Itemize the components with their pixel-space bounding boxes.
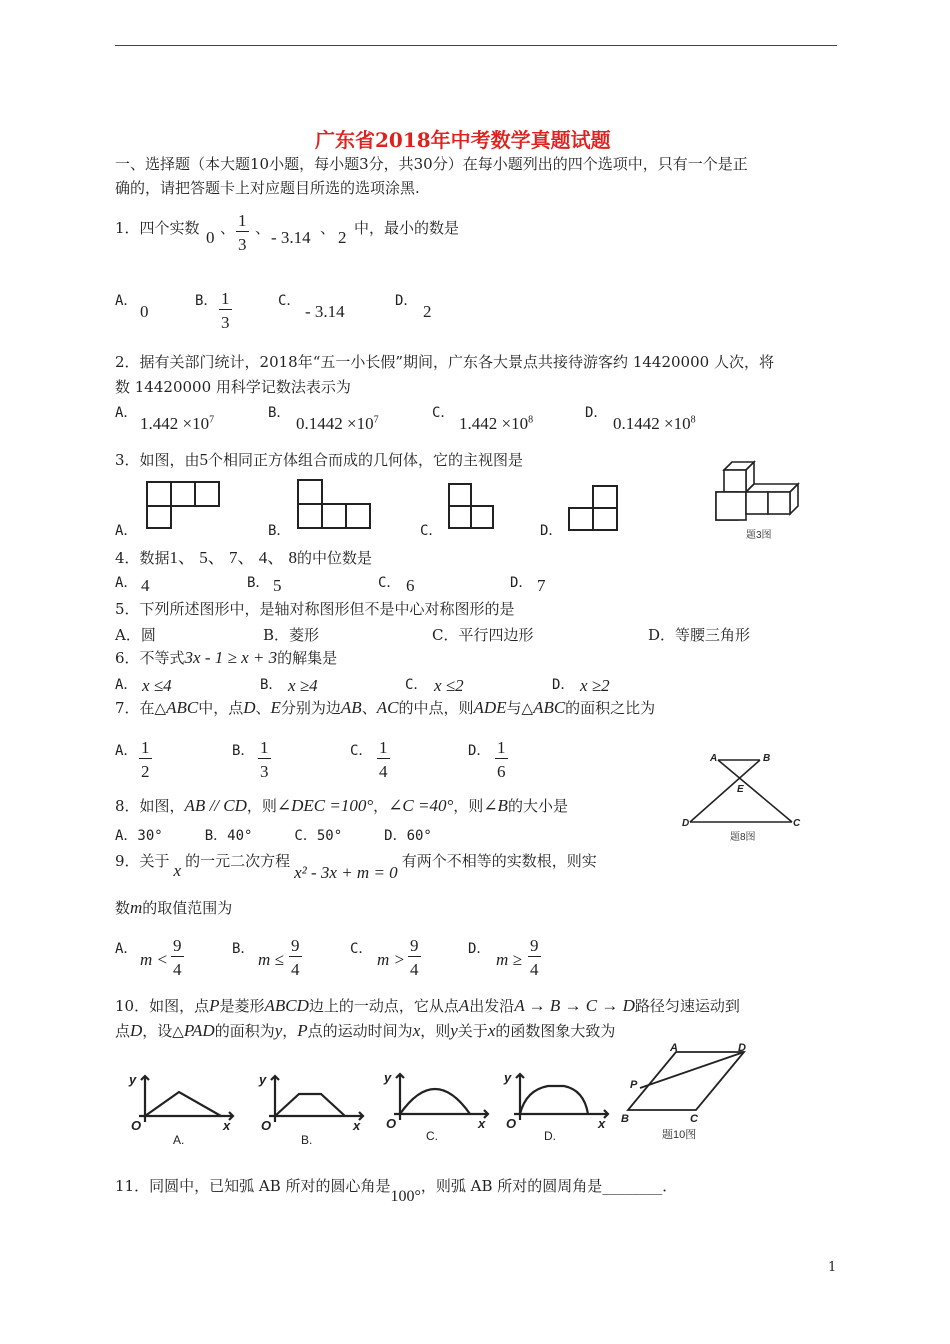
q1-stem: 1．四个实数 [115,219,200,237]
q10-a: A [458,996,470,1015]
q2-option-a-base: 1.442 ×10 [140,414,210,433]
q7-option-c-label: C． [350,743,373,759]
q7-option-a [139,738,152,782]
q10-graph-b [255,1070,370,1150]
q7-ade: ADE [473,698,507,717]
q5-option-d: D．等腰三角形 [648,626,751,644]
q10-graph-c-label: C. [426,1129,438,1143]
q7-text-3: 、 [255,699,271,717]
q7-text-1: 7．在△ [115,699,167,717]
q9-text-3: 有两个不相等的实数根，则实 [401,852,597,870]
q4-stem-tail: 的中位数是 [297,549,373,567]
q10-d-x-axis-label: x [598,1116,606,1131]
q9-text-1: 9．关于 [115,852,170,870]
q8-stem [115,796,568,816]
q9-option-d-frac [528,936,541,980]
q8-text-2: ，则 [246,797,277,815]
q8-fig-caption: 题8图 [730,832,756,843]
q2-option-a-exp: 7 [209,414,215,426]
q3-stem-post: 个相同正方体组合而成的几何体，它的主视图是 [208,451,524,469]
q10-line2 [115,1021,615,1041]
q3-option-d-figure [567,484,619,534]
q11-line [115,1176,678,1205]
q9-option-a-label: A． [115,941,138,957]
q6-inequality: 3x - 1 ≥ x + 3 [184,648,278,667]
section-intro-line2: 确的，请把答题卡上对应题目所选的选项涂黑. [115,179,420,197]
q7-option-d-label: D． [468,743,491,759]
q9-option-c-label: C． [350,941,373,957]
q1-zero: 0 [206,228,215,247]
section-intro-line1: 一、选择题（本大题10小题，每小题3分，共30分）在每小题列出的四个选项中，只有一个是正 [115,155,748,173]
q10-text-6: 点 [115,1022,131,1040]
q7-text-4: 分别为边 [280,699,341,717]
q10-text-2: 是菱形 [219,997,265,1015]
q2-option-c-label: C． [432,405,455,421]
q2-line2: 数 14420000 用科学记数法表示为 [115,378,351,396]
q7-option-b-label: B． [232,743,255,759]
q7-abc: ABC [166,698,199,717]
q6-option-c: x ≤2 [434,676,464,695]
q1-sep3: 、 [320,219,336,237]
q10-graph-b-label: B. [301,1133,313,1147]
q4-option-d: 7 [537,576,546,595]
q3-option-b-figure [296,478,372,530]
q3-option-b-label: B． [268,523,291,539]
q6-option-d: x ≥2 [580,676,610,695]
q2-option-a [140,414,214,434]
q10-line1 [115,996,740,1016]
q10-graph-a [125,1070,240,1150]
q10-p2: P [297,1021,308,1040]
q10-d-y-axis-label: y [504,1070,512,1085]
q7-text-7: 与△ [506,699,534,717]
q2-line1: 2．据有关部门统计，2018年“五一小长假”期间，广东各大景点共接待游客约 14420000 人次，将 [115,353,774,371]
q10-d: D [130,1021,143,1040]
q1-fraction-den: 3 [238,235,247,254]
q1-option-b-num: 1 [221,289,230,308]
q2-option-a-label: A． [115,405,138,421]
q10-text-5: 路径匀速运动到 [634,997,740,1015]
q7-option-d [495,738,508,782]
q8-angle-dec: ∠DEC =100° [276,796,374,815]
q9-option-b-frac [289,936,302,980]
q6-option-d-label: D． [552,677,575,693]
q4-stem [115,548,372,568]
q7-option-a-num: 1 [141,738,150,757]
q10-d-origin-label: O [506,1116,517,1131]
q9-line2 [115,898,232,918]
q8-label-b: B [763,753,771,764]
q9-option-a-den: 4 [173,960,182,979]
q7-option-c [377,738,390,782]
q3-fig-caption: 题3图 [746,530,772,541]
page-title: 广东省2018年中考数学真题试题 [315,128,611,152]
q10-graph-c [380,1068,495,1148]
q5-option-b: B．菱形 [263,626,320,644]
q4-option-c-label: C． [378,575,401,591]
q1-option-c-label: C． [278,293,301,309]
q10-y: y [274,1021,283,1040]
q10-a-y-axis-label: y [129,1072,137,1087]
q7-option-c-den: 4 [379,762,388,781]
q8-options: A．30° B．40° C．50° D．60° [115,828,432,844]
q10-pad: PAD [183,1021,215,1040]
q10-b-y-axis-label: y [259,1072,267,1087]
q11-end: ． [662,1177,678,1195]
q3-stem-n: 5 [199,450,209,469]
q9-equation: x² - 3x + m = 0 [294,863,398,882]
q1-fraction-num: 1 [238,211,247,230]
q3-option-c-figure [447,482,497,532]
q10-text-9: ， [282,1022,298,1040]
q6-option-b-label: B． [260,677,283,693]
q8-label-a: A [710,753,718,764]
q10-graph-d-label: D. [544,1129,556,1143]
q7-option-d-den: 6 [497,762,506,781]
q1-option-c: - 3.14 [305,302,345,321]
q7-text-2: 中，点 [198,699,244,717]
q9-text-2: 的一元二次方程 [185,852,291,870]
header-rule [115,45,837,46]
q10-text-8: 的面积为 [214,1022,275,1040]
q10-y2: y [450,1021,458,1040]
q9-line1 [115,851,597,882]
q4-option-a: 4 [141,576,150,595]
q1-fraction [236,211,249,255]
q1-option-b [219,289,232,333]
page-number: 1 [828,1260,837,1275]
q10-graph-d [500,1068,615,1148]
q10-c-origin-label: O [386,1116,397,1131]
q8-label-d: D [682,818,690,829]
q10-graph-a-label: A. [173,1133,185,1147]
q1-neg: - 3.14 [271,228,311,247]
q10-text-11: ，则 [420,1022,451,1040]
q9-option-b-den: 4 [291,960,300,979]
q11-answer-blank[interactable]: ________ [602,1177,663,1195]
q10-c-y-axis-label: y [384,1070,392,1085]
q7-text-6: 的中点，则 [398,699,474,717]
q9-option-b-label: B． [232,941,255,957]
q7-ac: AC [376,698,399,717]
q6-stem-lead: 6．不等式 [115,649,185,667]
q10-abcd: ABCD [264,996,309,1015]
q3-stem [115,450,523,470]
q10-label-p: P [630,1079,638,1091]
q7-text-5: 、 [361,699,377,717]
q9-option-d-num: 9 [530,936,539,955]
q11-angle: 100° [390,1188,421,1205]
q9-option-a: m < [140,950,168,969]
q1-option-a-label: A． [115,293,138,309]
q1-mid: 中，最小的数是 [354,219,460,237]
q10-c-x-axis-label: x [478,1116,486,1131]
q7-ab: AB [340,698,362,717]
q6-stem [115,648,337,668]
q6-option-a: x ≤4 [142,676,172,695]
q5-option-a: A．圆 [115,626,156,644]
q3-option-d-label: D． [540,523,563,539]
q3-option-a-figure [145,480,221,530]
q1-option-a: 0 [140,302,149,321]
q10-x: x [412,1021,421,1040]
q9-option-b: m ≤ [258,950,284,969]
q7-stem [115,698,655,718]
q7-e: E [270,698,281,717]
q7-abc2: ABC [533,698,566,717]
q10-rhombus-figure [618,1040,768,1150]
q2-option-d-exp: 8 [690,414,696,426]
q2-option-b-base: 0.1442 ×10 [296,414,374,433]
q8-figure [680,750,810,850]
q8-text-4: ，则 [453,797,484,815]
q10-b-x-axis-label: x [353,1118,361,1133]
q4-stem-lead: 4．数据 [115,549,170,567]
q5-option-c: C．平行四边形 [432,626,534,644]
q7-option-a-label: A． [115,743,138,759]
q9-option-c-den: 4 [410,960,419,979]
q10-text-12: 关于 [457,1022,488,1040]
q9-m: m [130,898,143,917]
q10-text-7: ，设△ [142,1022,184,1040]
q10-a-origin-label: O [131,1118,142,1133]
q9-text-5: 的取值范围为 [142,899,233,917]
q9-option-a-frac [171,936,184,980]
q1-sep2: 、 [255,219,271,237]
q2-option-c [459,414,533,434]
q4-nums: 1、 5、 7、 4、 8 [169,548,298,567]
q10-text-10: 点的运动时间为 [307,1022,413,1040]
q4-option-d-label: D． [510,575,533,591]
q4-option-a-label: A． [115,575,138,591]
q1-option-d-label: D． [395,293,418,309]
q7-d: D [243,698,256,717]
q8-text-3: ， [373,797,389,815]
q4-option-b: 5 [273,576,282,595]
q7-option-a-den: 2 [141,762,150,781]
q8-text-1: 8．如图， [115,797,185,815]
q1-two: 2 [338,228,347,247]
q4-option-b-label: B． [247,575,270,591]
q2-option-d-label: D． [585,405,608,421]
q9-text-4: 数 [115,899,131,917]
q4-option-c: 6 [406,576,415,595]
q6-option-c-label: C． [405,677,428,693]
q2-option-b-exp: 7 [373,414,379,426]
q8-label-e: E [737,784,744,795]
q2-option-d [613,414,696,434]
q9-option-c: m > [377,950,405,969]
q7-text-8: 的面积之比为 [565,699,656,717]
q10-path: A → B → C → D [514,996,635,1015]
q1-sep1: 、 [220,219,236,237]
q9-option-d: m ≥ [496,950,522,969]
q10-text-3: 边上的一动点，它从点 [308,997,459,1015]
q5-stem: 5．下列所述图形中，是轴对称图形但不是中心对称图形的是 [115,600,515,618]
q3-option-c-label: C． [420,523,443,539]
q9-option-d-den: 4 [530,960,539,979]
q9-option-c-num: 9 [410,936,419,955]
q7-option-b-den: 3 [260,762,269,781]
q2-option-d-base: 0.1442 ×10 [613,414,691,433]
q1-option-b-label: B． [195,293,218,309]
q10-p: P [209,996,220,1015]
q10-a-x-axis-label: x [223,1118,231,1133]
q10-fig-caption: 题10图 [662,1129,697,1141]
q11-text-2: ，则弧 AB 所对的圆周角是 [420,1177,603,1195]
q10-x2: x [487,1021,496,1040]
q8-angle-c: ∠C =40° [388,796,454,815]
q11-text-1: 11．同圆中，已知弧 AB 所对的圆心角是 [115,1177,391,1195]
q10-label-b: B [621,1113,629,1125]
q9-option-c-frac [408,936,421,980]
q10-label-c: C [690,1113,698,1125]
q2-option-c-base: 1.442 ×10 [459,414,529,433]
q10-b-origin-label: O [261,1118,272,1133]
q9-option-a-num: 9 [173,936,182,955]
q1-option-d: 2 [423,302,432,321]
q8-label-c: C [793,818,801,829]
q9-option-b-num: 9 [291,936,300,955]
q8-text-5: 的大小是 [507,797,568,815]
q6-option-a-label: A． [115,677,138,693]
q9-option-d-label: D． [468,941,491,957]
q7-option-b [258,738,271,782]
q1-option-b-den: 3 [221,313,230,332]
q2-option-b [296,414,379,434]
q6-option-b: x ≥4 [288,676,318,695]
q10-label-a: A [670,1042,678,1054]
q10-text-13: 的函数图象大致为 [495,1022,616,1040]
q3-option-a-label: A． [115,523,138,539]
q7-option-c-num: 1 [379,738,388,757]
q9-x: x [173,861,182,880]
q2-option-c-exp: 8 [528,414,534,426]
q10-label-d: D [738,1042,746,1054]
q6-stem-tail: 的解集是 [277,649,338,667]
q8-angle-b: ∠B [483,796,508,815]
q10-text-1: 10．如图，点 [115,997,210,1015]
q3-solid-figure [710,458,802,544]
q8-parallel: AB // CD [184,796,247,815]
q10-text-4: 出发沿 [469,997,515,1015]
q2-option-b-label: B． [268,405,291,421]
q7-option-b-num: 1 [260,738,269,757]
q3-stem-pre: 3．如图，由 [115,451,200,469]
q7-option-d-num: 1 [497,738,506,757]
